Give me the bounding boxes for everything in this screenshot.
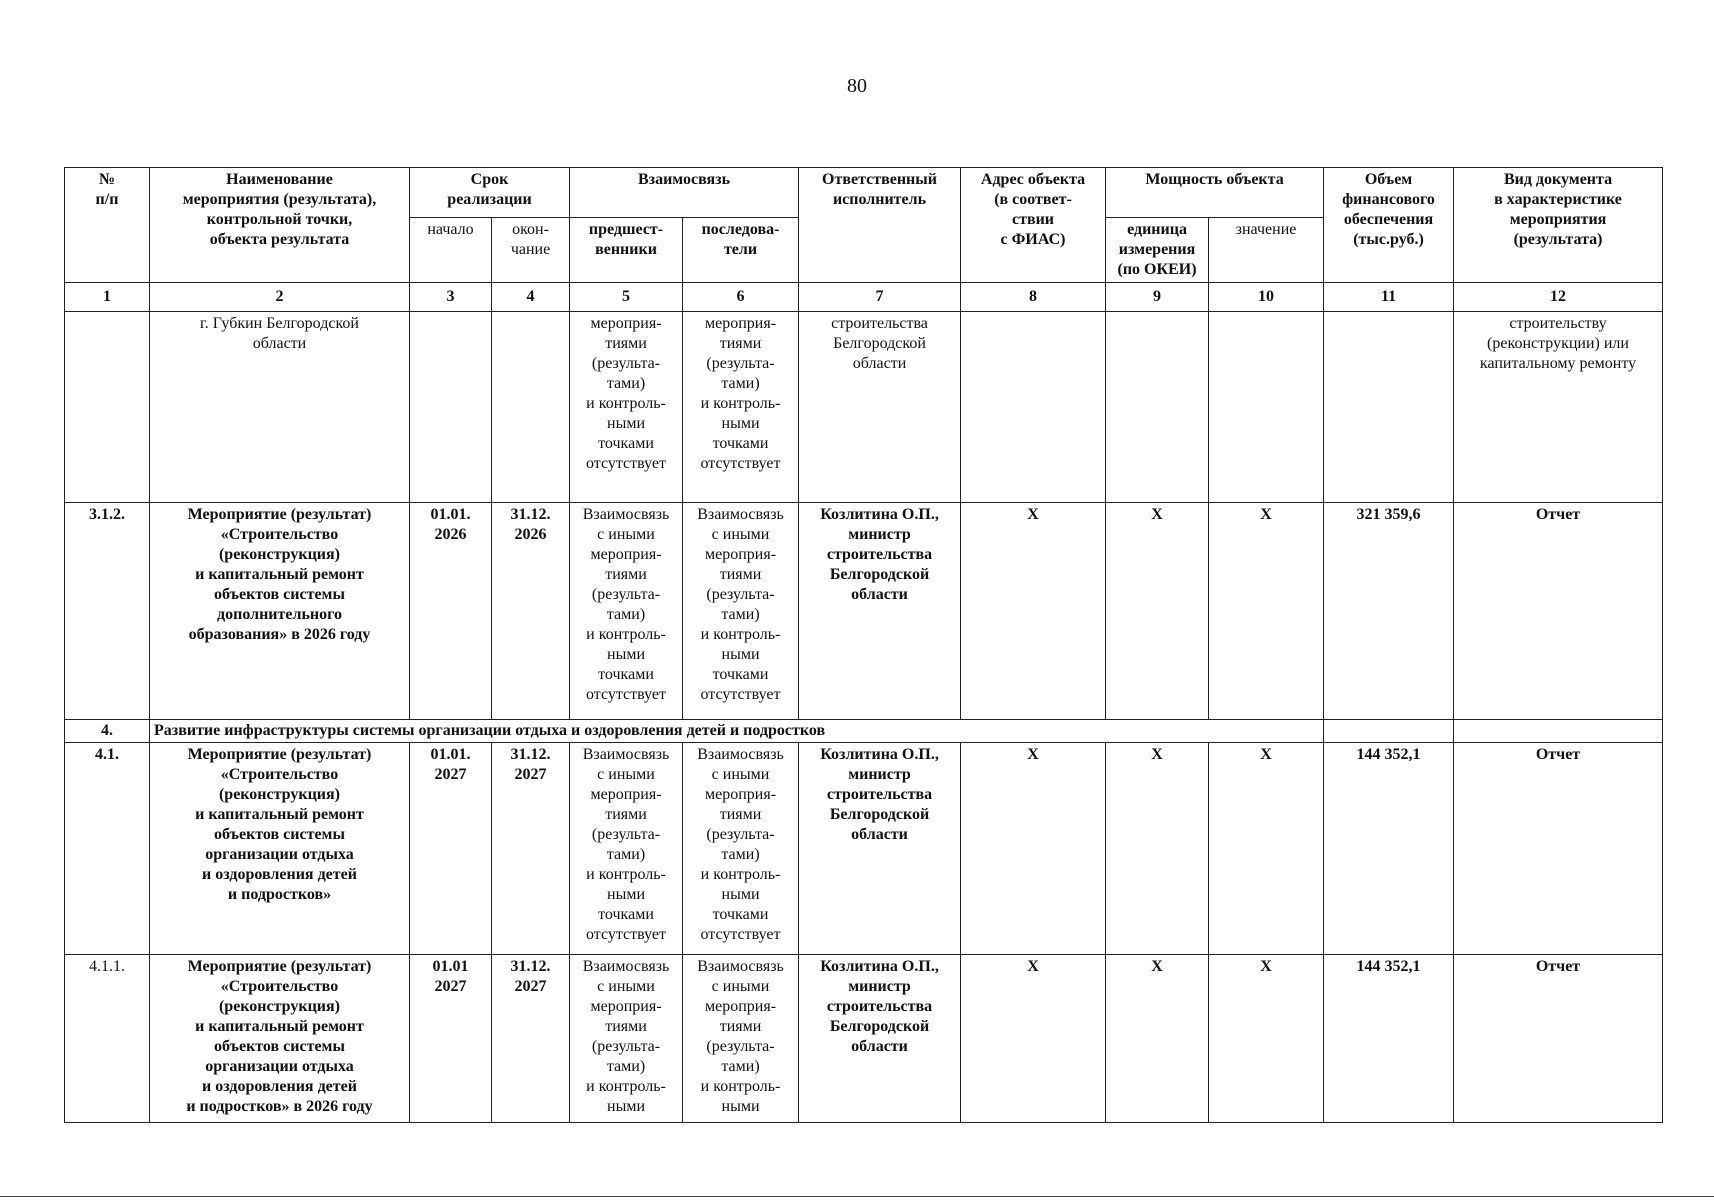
- row-start: 01.01. 2026: [410, 503, 492, 720]
- row-unit: X: [1106, 955, 1209, 1123]
- header-doc-type: Вид документа в характеристике мероприятия (результата): [1454, 168, 1663, 283]
- column-number: 1: [65, 283, 150, 312]
- section-empty-cell: [1324, 720, 1454, 743]
- row-prev: Взаимосвязь с иными мероприя- тиями (результа- тами) и контроль- ными: [570, 955, 683, 1123]
- row-responsible: Козлитина О.П., министр строительства Белгородской области: [799, 743, 961, 955]
- row-doc: Отчет: [1454, 503, 1663, 720]
- row-address: X: [961, 743, 1106, 955]
- header-num: № п/п: [65, 168, 150, 283]
- events-table: [64, 167, 1663, 1123]
- row-name: г. Губкин Белгородской области: [150, 312, 410, 503]
- row-prev: Взаимосвязь с иными мероприя- тиями (результа- тами) и контроль- ными точками отсутствует: [570, 743, 683, 955]
- row-num: 3.1.2.: [65, 503, 150, 720]
- section-title: Развитие инфраструктуры системы организации отдыха и оздоровления детей и подростков: [150, 720, 1324, 743]
- row-name: Мероприятие (результат) «Строительство (реконструкция) и капитальный ремонт объектов системы дополнительного образования» в 2026 году: [150, 503, 410, 720]
- row-num: 4.1.1.: [65, 955, 150, 1123]
- row-prev: мероприя- тиями (результа- тами) и контроль- ными точками отсутствует: [570, 312, 683, 503]
- row-address: X: [961, 955, 1106, 1123]
- page-number: 80: [847, 75, 867, 97]
- row-next: Взаимосвязь с иными мероприя- тиями (результа- тами) и контроль- ными: [683, 955, 799, 1123]
- header-capacity-value: значение: [1209, 218, 1324, 283]
- row-doc: строительству (реконструкции) или капитальному ремонту: [1454, 312, 1663, 503]
- row-name: Мероприятие (результат) «Строительство (реконструкция) и капитальный ремонт объектов системы организации отдыха и оздоровления детей и подростков»: [150, 743, 410, 955]
- column-number: 10: [1209, 283, 1324, 312]
- column-number: 5: [570, 283, 683, 312]
- row-finance: [1324, 312, 1454, 503]
- row-responsible: Козлитина О.П., министр строительства Белгородской области: [799, 955, 961, 1123]
- row-address: [961, 312, 1106, 503]
- row-num: 4.1.: [65, 743, 150, 955]
- column-number: 3: [410, 283, 492, 312]
- row-address: X: [961, 503, 1106, 720]
- header-period: Срок реализации: [410, 168, 570, 218]
- row-end: [492, 312, 570, 503]
- column-number: 9: [1106, 283, 1209, 312]
- row-value: X: [1209, 955, 1324, 1123]
- row-name: Мероприятие (результат) «Строительство (реконструкция) и капитальный ремонт объектов системы организации отдыха и оздоровления детей и подростков» в 2026 году: [150, 955, 410, 1123]
- column-number: 8: [961, 283, 1106, 312]
- section-row: [65, 720, 1663, 743]
- table-row: [65, 312, 1663, 503]
- header-finance: Объем финансового обеспечения (тыс.руб.): [1324, 168, 1454, 283]
- row-unit: X: [1106, 743, 1209, 955]
- row-next: Взаимосвязь с иными мероприя- тиями (результа- тами) и контроль- ными точками отсутствует: [683, 743, 799, 955]
- header-name: Наименование мероприятия (результата), контрольной точки, объекта результата: [150, 168, 410, 283]
- row-doc: Отчет: [1454, 743, 1663, 955]
- row-unit: [1106, 312, 1209, 503]
- row-next: мероприя- тиями (результа- тами) и контроль- ными точками отсутствует: [683, 312, 799, 503]
- row-doc: Отчет: [1454, 955, 1663, 1123]
- table-row: [65, 955, 1663, 1123]
- column-number-row: [65, 283, 1663, 312]
- header-responsible: Ответственный исполнитель: [799, 168, 961, 283]
- row-responsible: строительства Белгородской области: [799, 312, 961, 503]
- row-end: 31.12. 2026: [492, 503, 570, 720]
- row-value: X: [1209, 503, 1324, 720]
- column-number: 2: [150, 283, 410, 312]
- column-number: 12: [1454, 283, 1663, 312]
- column-number: 6: [683, 283, 799, 312]
- row-end: 31.12. 2027: [492, 955, 570, 1123]
- header-capacity: Мощность объекта: [1106, 168, 1324, 218]
- row-next: Взаимосвязь с иными мероприя- тиями (результа- тами) и контроль- ными точками отсутствует: [683, 503, 799, 720]
- column-number: 4: [492, 283, 570, 312]
- row-prev: Взаимосвязь с иными мероприя- тиями (результа- тами) и контроль- ными точками отсутствует: [570, 503, 683, 720]
- scan-edge-divider: [0, 1196, 1714, 1197]
- header-relation-prev: предшест- венники: [570, 218, 683, 283]
- row-value: X: [1209, 743, 1324, 955]
- row-finance: 321 359,6: [1324, 503, 1454, 720]
- header-relation: Взаимосвязь: [570, 168, 799, 218]
- row-start: 01.01 2027: [410, 955, 492, 1123]
- row-responsible: Козлитина О.П., министр строительства Белгородской области: [799, 503, 961, 720]
- header-address: Адрес объекта (в соответ- ствии с ФИАС): [961, 168, 1106, 283]
- row-finance: 144 352,1: [1324, 743, 1454, 955]
- row-end: 31.12. 2027: [492, 743, 570, 955]
- header-capacity-unit: единица измерения (по ОКЕИ): [1106, 218, 1209, 283]
- row-finance: 144 352,1: [1324, 955, 1454, 1123]
- table-header: [65, 168, 1663, 283]
- row-unit: X: [1106, 503, 1209, 720]
- table-row: [65, 743, 1663, 955]
- column-number: 7: [799, 283, 961, 312]
- row-value: [1209, 312, 1324, 503]
- header-relation-next: последова- тели: [683, 218, 799, 283]
- header-period-end: окон- чание: [492, 218, 570, 283]
- row-num: [65, 312, 150, 503]
- column-number: 11: [1324, 283, 1454, 312]
- section-num: 4.: [65, 720, 150, 743]
- section-empty-cell: [1454, 720, 1663, 743]
- row-start: [410, 312, 492, 503]
- table-row: [65, 503, 1663, 720]
- row-start: 01.01. 2027: [410, 743, 492, 955]
- header-period-start: начало: [410, 218, 492, 283]
